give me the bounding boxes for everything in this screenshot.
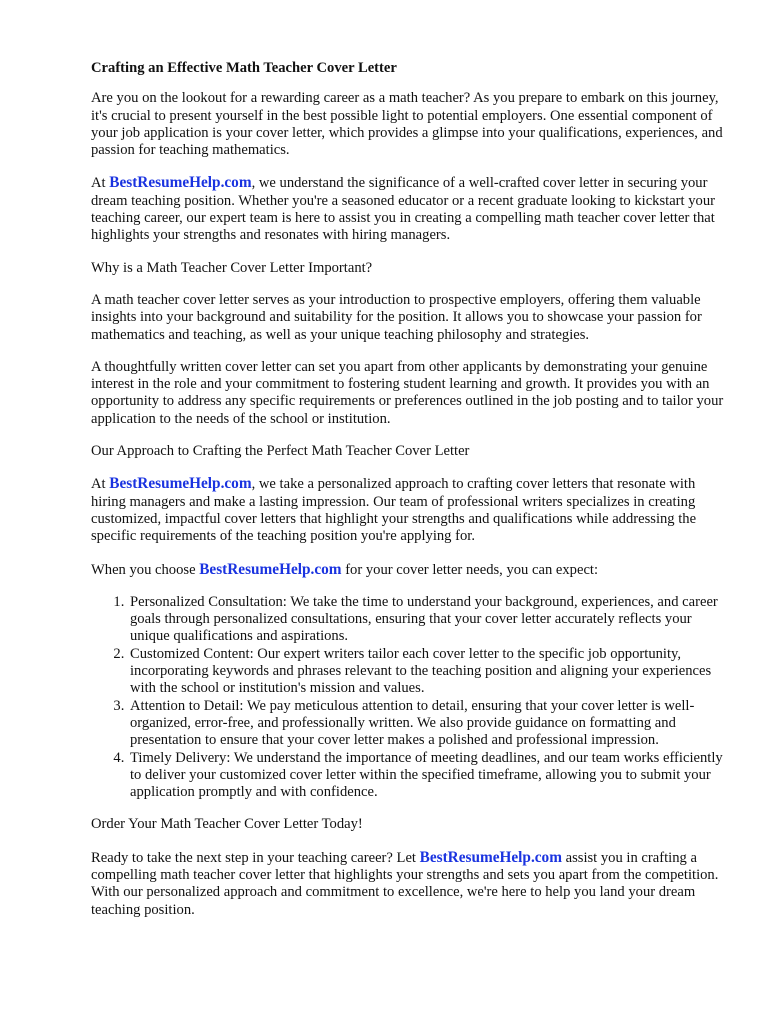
why-paragraph-2: A thoughtfully written cover letter can set you apart from other applicants by demonstrating your genuine interest in the role and your commitment to fostering student learning and growth. It provides you with an opportunity to address any specific requirements or preferences outlined in the job posting and to tailor your application to the needs of the school or institution. — [91, 358, 724, 427]
text-segment: , we understand the significance of a well-crafted cover letter in securing your dream teaching position. Whether you're a seasoned educator or a recent graduate looking to kickstart your teaching career, our expert team is here to assist you in creating a compelling math teacher cover letter that highlights your strengths and resonates with hiring managers. — [91, 175, 715, 244]
benefits-list — [91, 594, 731, 802]
text-segment: When you choose — [91, 561, 200, 578]
list-item: 3. Attention to Detail: We pay meticulous attention to detail, ensuring that your cover letter is well-organized, error-free, and professionally written. We also provide guidance on formatting and presentation to ensure that your cover letter makes a polished and professional impression. — [128, 698, 731, 750]
text-segment: for your cover letter needs, you can expect: — [341, 561, 599, 578]
text-segment: assist you in crafting a compelling math teacher cover letter that highlights your strengths and sets you apart from the competition. With our personalized approach and commitment to excellence, we're here to help you land your dream teaching position. — [91, 849, 719, 918]
heading-approach: Our Approach to Crafting the Perfect Math Teacher Cover Letter — [91, 443, 470, 460]
heading-why: Why is a Math Teacher Cover Letter Important? — [91, 259, 373, 276]
heading-order: Order Your Math Teacher Cover Letter Today! — [91, 816, 363, 833]
intro-paragraph: Are you on the lookout for a rewarding career as a math teacher? As you prepare to embark on this journey, it's crucial to present yourself in the best possible light to potential employers. One essential component of your job application is your cover letter, which provides a glimpse into your qualifications, experiences, and passion for teaching mathematics. — [91, 90, 723, 159]
list-item: 1. Personalized Consultation: We take the time to understand your background, experiences, and career goals through personalized consultations, ensuring that your cover letter accurately reflects your unique qualifications and aspirations. — [128, 594, 731, 646]
document-page — [91, 60, 731, 934]
document-title: Crafting an Effective Math Teacher Cover Letter — [91, 60, 397, 76]
approach-paragraph — [91, 475, 731, 545]
list-item: 4. Timely Delivery: We understand the importance of meeting deadlines, and our team works efficiently to deliver your customized cover letter within the specified timeframe, allowing you to submit your application promptly and with confidence. — [128, 750, 731, 802]
why-paragraph-1: A math teacher cover letter serves as your introduction to prospective employers, offering them valuable insights into your background and suitability for the position. It allows you to showcase your passion for mathematics and teaching, as well as your unique teaching philosophy and strategies. — [91, 291, 702, 343]
text-segment: , we take a personalized approach to crafting cover letters that resonate with hiring managers and make a lasting impression. Our team of professional writers specializes in creating customized, impactful cover letters that highlight your strengths and qualifications while addressing the specific requirements of the teaching position you're applying for. — [91, 476, 697, 545]
brand-intro-paragraph — [91, 174, 731, 244]
expect-paragraph — [91, 561, 731, 579]
brand-link[interactable]: BestResumeHelp.com — [109, 174, 252, 192]
brand-link[interactable]: BestResumeHelp.com — [419, 848, 562, 866]
list-item: 2. Customized Content: Our expert writers tailor each cover letter to the specific job opportunity, incorporating keywords and phrases relevant to the teaching position and aligning your experiences with the school or institution's mission and values. — [128, 646, 731, 698]
brand-link[interactable]: BestResumeHelp.com — [109, 475, 252, 493]
brand-link[interactable]: BestResumeHelp.com — [199, 560, 342, 578]
text-segment: Ready to take the next step in your teaching career? Let — [91, 849, 420, 866]
final-paragraph — [91, 849, 731, 919]
text-segment: At — [91, 476, 110, 493]
text-segment: At — [91, 175, 110, 192]
